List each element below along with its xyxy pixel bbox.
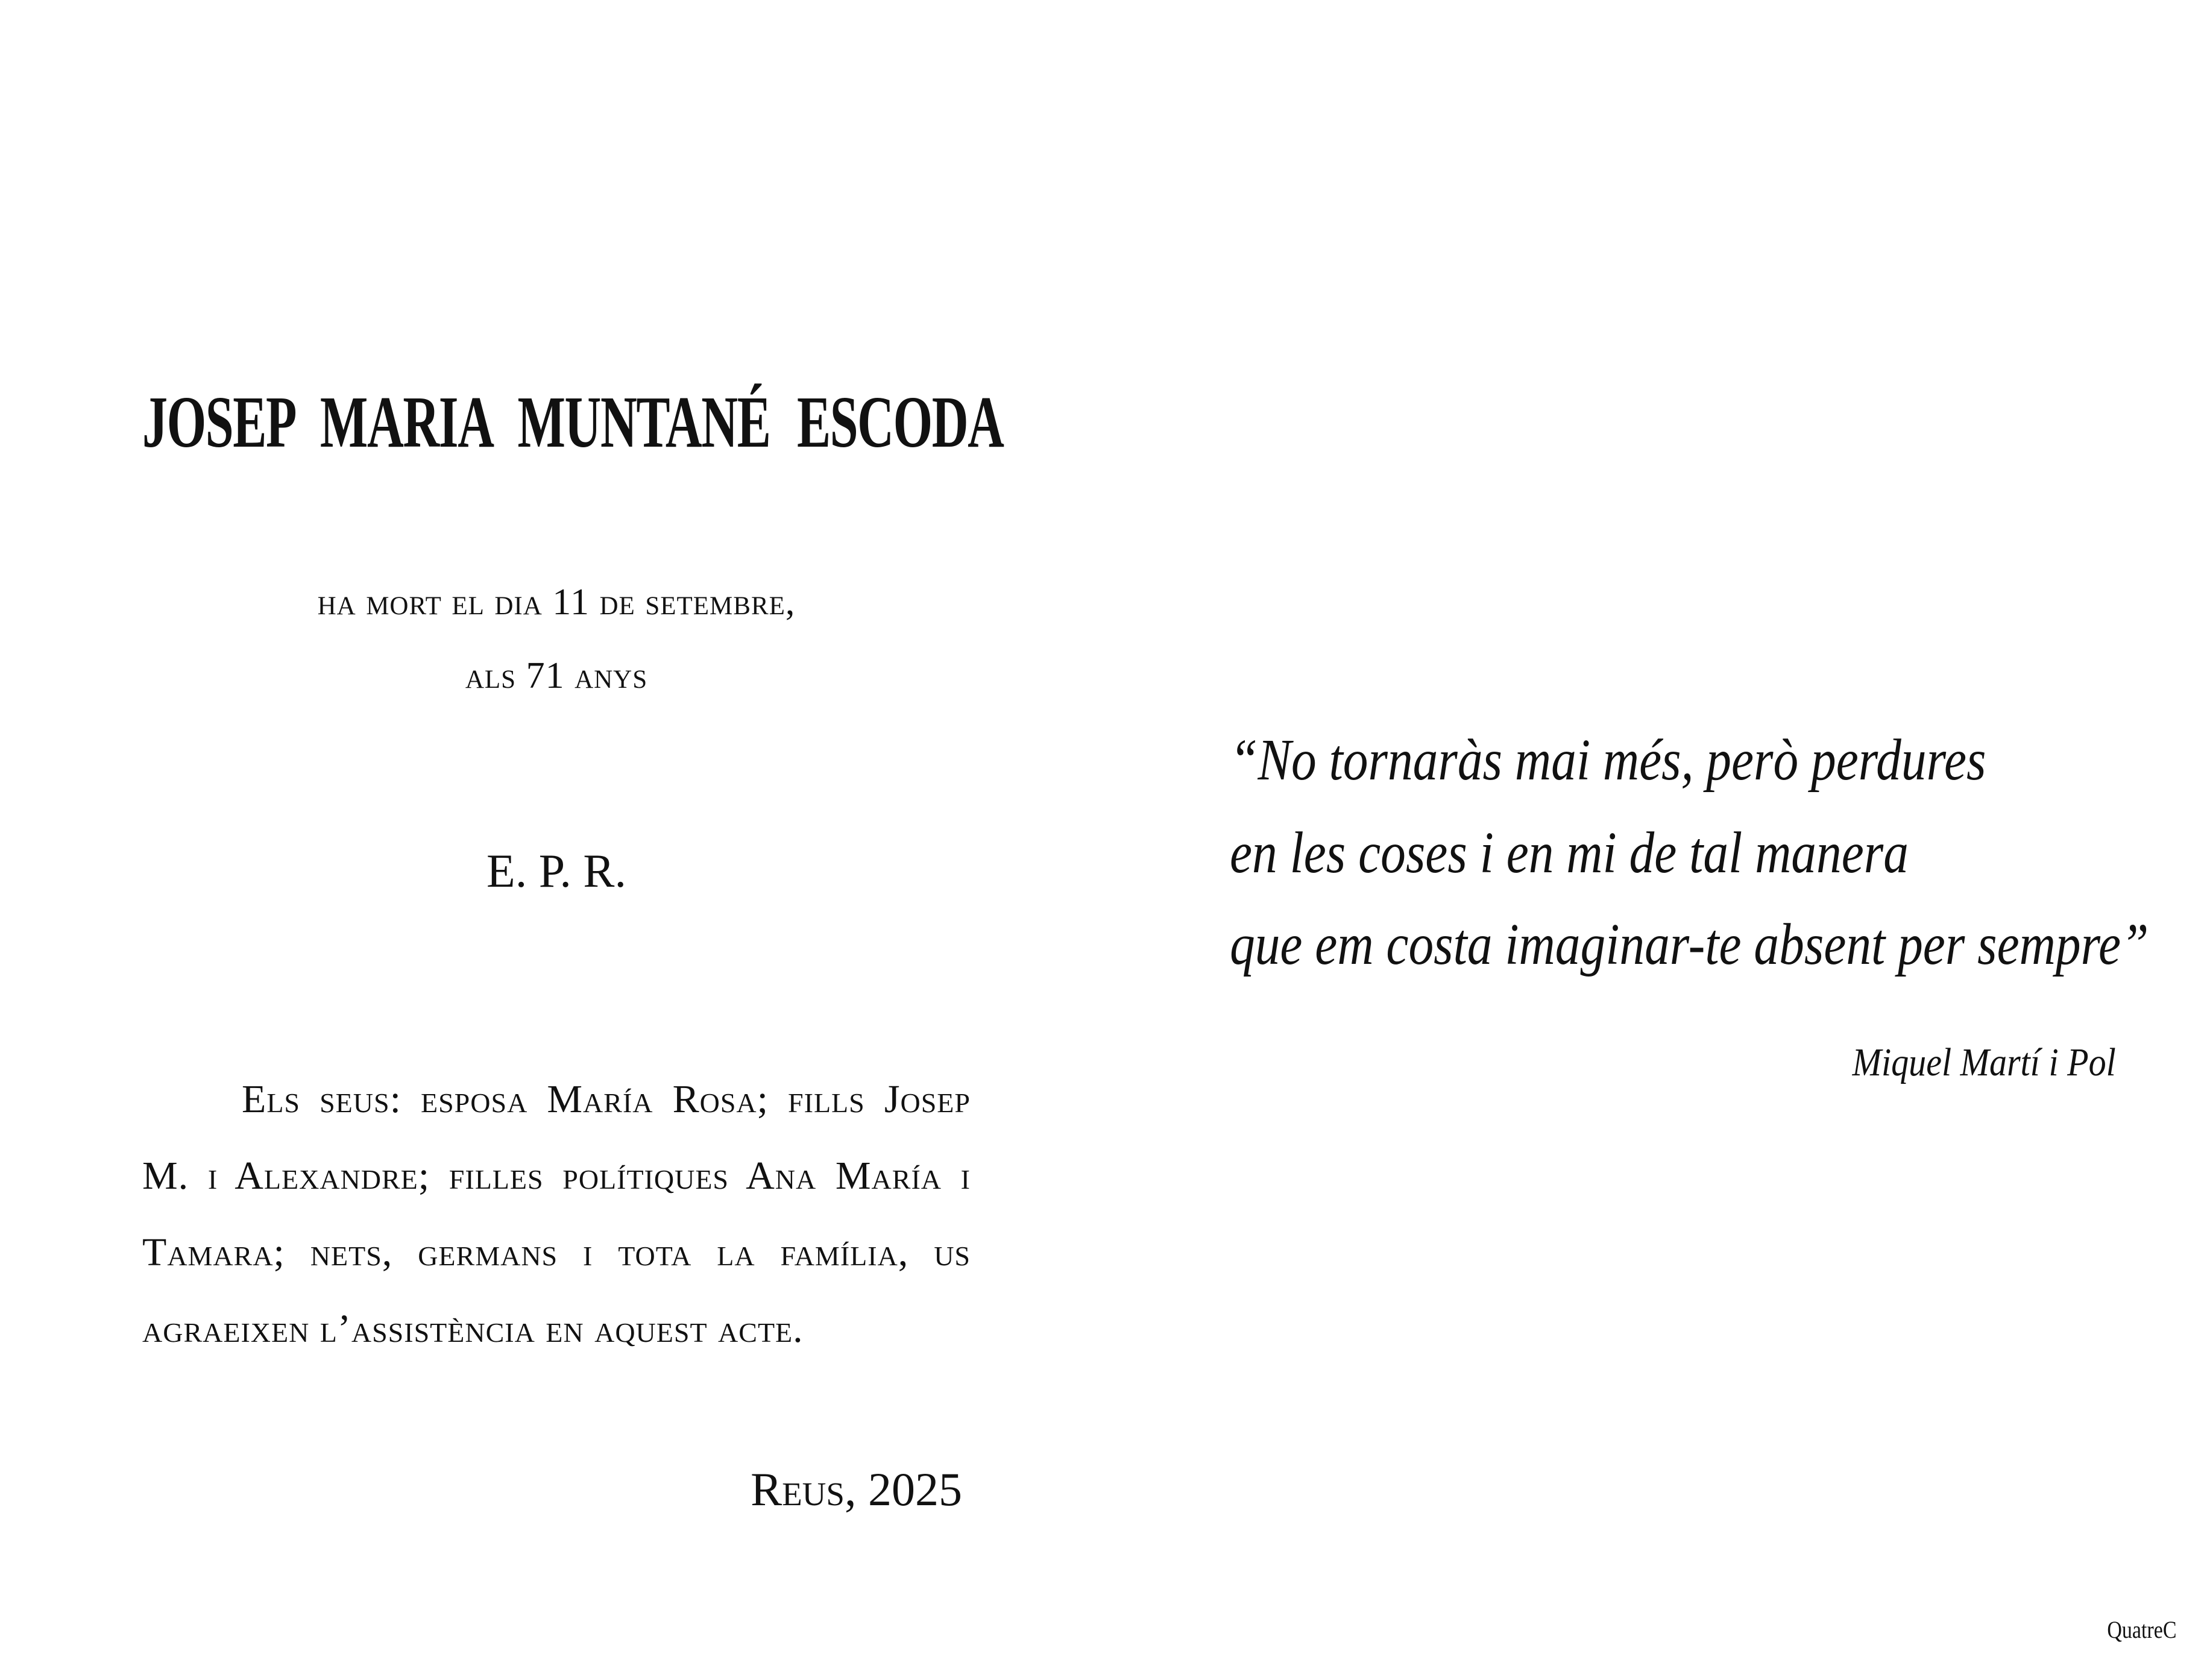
- printer-mark: QuatreC: [2107, 1616, 2177, 1643]
- age-line: als 71 anys: [465, 655, 648, 696]
- family-acknowledgement: Els seus: esposa María Rosa; fills Josep M. i Alexandre; filles polítiques Ana María i Tamara; nets, germans i tota la família, us agraeixen l’assistència en aquest acte.: [142, 1077, 971, 1351]
- quote-line-3: que em costa imaginar-te absent per sempre”: [1230, 912, 2149, 977]
- quote-author: Miquel Martí i Pol: [1852, 1040, 2116, 1084]
- quote-line-1: “No tornaràs mai més, però perdures: [1230, 728, 1986, 792]
- epr-inscription: E. P. R.: [486, 845, 626, 897]
- obituary-main-panel: [142, 0, 1004, 1680]
- quote-line-2: en les coses i en mi de tal manera: [1230, 820, 1909, 885]
- deceased-name: JOSEP MARIA MUNTANÉ ESCODA: [142, 382, 1004, 463]
- place-year: Reus, 2025: [751, 1463, 962, 1515]
- death-date-line: ha mort el dia 11 de setembre,: [317, 582, 796, 623]
